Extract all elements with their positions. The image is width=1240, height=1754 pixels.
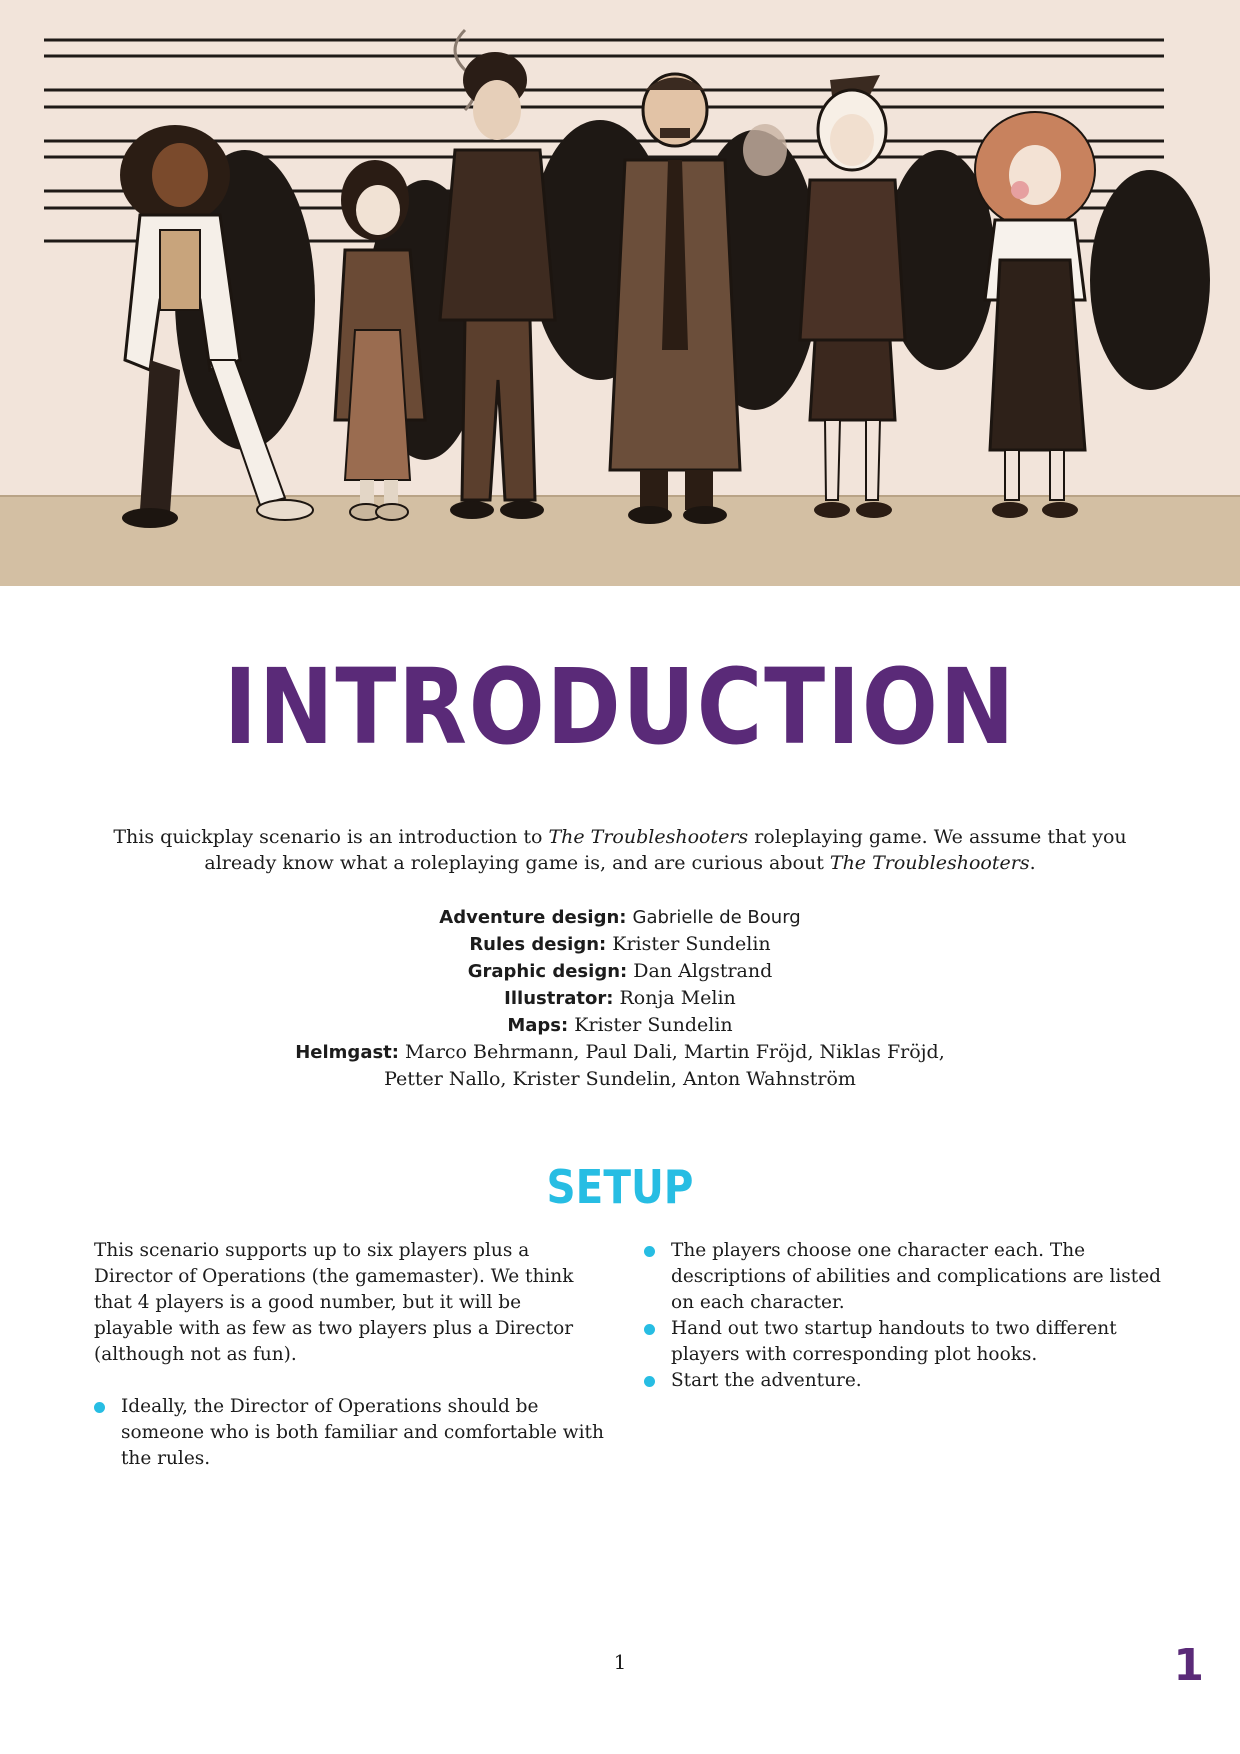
setup-right-bullets — [644, 1238, 1164, 1394]
credit-role: Helmgast: — [295, 1042, 399, 1063]
page-number-corner: 1 — [1173, 1640, 1204, 1691]
credit-name: Dan Algstrand — [633, 960, 773, 982]
intro-paragraph — [92, 824, 1148, 876]
intro-text: roleplaying game. We assume that you already know what a roleplaying game is, and are curious about — [204, 826, 1127, 874]
intro-game-title: The Troubleshooters — [829, 852, 1030, 874]
intro-game-title: The Troubleshooters — [548, 826, 749, 848]
credit-role: Graphic design: — [467, 961, 628, 982]
credits-block — [0, 904, 1240, 1092]
setup-left-column — [94, 1238, 604, 1472]
list-item-text: Start the adventure. — [671, 1370, 862, 1391]
credit-line — [0, 1039, 1240, 1066]
list-item-text: The players choose one character each. The descriptions of abilities and complications are listed on each character. — [671, 1240, 1161, 1313]
credit-line — [0, 958, 1240, 985]
credit-role: Illustrator: — [504, 988, 614, 1009]
bullet-dot-icon — [644, 1246, 655, 1257]
list-item — [94, 1394, 604, 1472]
page-number: 1 — [613, 1650, 627, 1674]
setup-left-bullets — [94, 1394, 604, 1472]
list-item — [644, 1316, 1164, 1368]
credit-role: Adventure design: — [439, 907, 627, 928]
credit-role: Rules design: — [469, 934, 607, 955]
credit-name: Gabrielle de Bourg — [632, 907, 801, 928]
credit-name: Ronja Melin — [619, 987, 736, 1009]
list-item — [644, 1368, 1164, 1394]
credit-role: Maps: — [507, 1015, 569, 1036]
list-item — [644, 1238, 1164, 1316]
setup-right-column — [644, 1238, 1164, 1394]
bullet-dot-icon — [94, 1402, 105, 1413]
bullet-dot-icon — [644, 1376, 655, 1387]
setup-heading: SETUP — [546, 1160, 694, 1214]
credit-name: Krister Sundelin — [612, 933, 771, 955]
intro-text: . — [1029, 852, 1036, 874]
credit-name: Krister Sundelin — [574, 1014, 733, 1036]
list-item-text: Hand out two startup handouts to two different players with corresponding plot hooks. — [671, 1318, 1117, 1365]
page-title: INTRODUCTION — [223, 646, 1017, 768]
credit-line — [0, 931, 1240, 958]
character-lineup-art — [0, 0, 1240, 586]
intro-text: This quickplay scenario is an introduction to — [113, 826, 549, 848]
bullet-dot-icon — [644, 1324, 655, 1335]
credit-line — [0, 1012, 1240, 1039]
setup-paragraph: This scenario supports up to six players plus a Director of Operations (the gamemaster). We think that 4 players is a good number, but it will be playable with as few as two players plus a Director (although not as fun). — [94, 1240, 574, 1365]
credit-line — [0, 904, 1240, 931]
credit-name: Marco Behrmann, Paul Dali, Martin Fröjd, Niklas Fröjd, — [405, 1041, 945, 1063]
credit-line — [0, 1066, 1240, 1092]
lineup-illustration — [0, 0, 1240, 586]
credit-name-continued: Petter Nallo, Krister Sundelin, Anton Wahnström — [384, 1068, 856, 1090]
list-item-text: Ideally, the Director of Operations should be someone who is both familiar and comfortable with the rules. — [121, 1396, 604, 1469]
credit-line — [0, 985, 1240, 1012]
